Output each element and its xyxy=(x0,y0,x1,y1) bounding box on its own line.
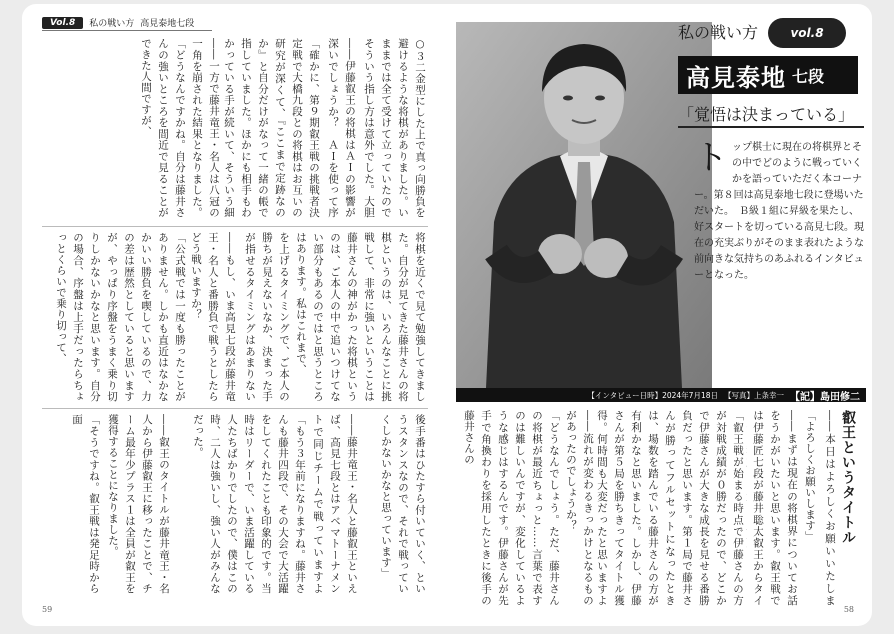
drop-cap: ト xyxy=(694,138,728,178)
photo-credit: 【写真】上条幸一 xyxy=(724,390,784,400)
title-series: 私の戦い方 xyxy=(678,23,759,42)
interview-date: 【インタビュー日時】2024年7月18日 xyxy=(587,390,718,400)
text-column: ――本日はよろしくお願いいたしま xyxy=(824,410,836,606)
portrait-illustration xyxy=(456,22,712,388)
page-number-left: 59 xyxy=(42,605,53,614)
text-column: 藤井さんの神がかった将棋というのは、ご本人の中で追いつけてない部分もあるのではと思うところはあります。私はこれまで、 xyxy=(295,232,358,402)
credit-bar xyxy=(456,388,866,402)
portrait-photo xyxy=(456,22,712,388)
text-column: ――藤井竜王・名人と藤叡王といえば、高見七段とはアベマトーナメントで同じチームで戦っていますよ xyxy=(312,414,358,594)
text-column: ――まずは現在の将棋界についてお話をうかがいたいと思います。叡王戦では伊藤匠七段が藤井聡太叡王からタイ xyxy=(752,410,798,606)
right-page xyxy=(446,4,872,626)
text-column: 「もう３年前になりますね。藤井さんも藤井四段で、その大会で大活躍をしてくれたことも印象的です。当時はリーダーで、いま活躍している人たちばかりでしたので、僕はこの時、二人は強いし、強い人がみんなだった。 xyxy=(192,414,306,594)
text-column: 将棋を近くで見て勉強してきました。自分が見てきた藤井さんの将棋というのは、いろんなことに挑戦して、非常に強いということは xyxy=(363,232,426,402)
text-column: ――流れが変わるきっかけとなるものがあったのでしょうか？ xyxy=(565,410,594,606)
text-column: ――もし、いま高見七段が藤井竜王・名人と番勝負で戦うとしたらどう戦いますか？ xyxy=(190,232,236,402)
text-column: ――叡王のタイトルが藤井竜王・名人から伊藤叡王に移ったことで、チーム最年少プラス１は全員が叡王を獲得することになりました。 xyxy=(107,414,170,594)
text-column: 「そうですね。叡王戦は発足時から面 xyxy=(71,414,100,594)
header-rule xyxy=(42,30,212,31)
lead-text: ップ棋士に現在の将棋界とその中でどのように戦っていくかを語っていただく本コーナー。第８回は高見泰地七段に登場いただいた。 Ｂ級１組に昇級を果たし、好スタートを切っている高見七段。現在の充実ぶりがそのまま表れたような前向きな気持ちのあふれるインタビューとなった。 xyxy=(694,142,864,281)
vol-badge: vol.8 xyxy=(768,18,846,48)
text-column: を上げるタイミングで、ご本人の勝ちが見えないなか、決まった手が指せるタイミングはあまりない xyxy=(244,232,290,402)
section-heading: 叡王というタイトル xyxy=(840,410,856,545)
text-column: ――伊藤叡王の将棋はＡＩの影響が深いでしょうか？ ＡＩを使って序 xyxy=(327,38,356,218)
name-banner xyxy=(678,56,858,94)
text-column: ――一方で藤井竜王・名人は八冠の一角を崩された結果となりました。 xyxy=(191,38,220,218)
writer-credit: 【記】島田修二 xyxy=(790,391,860,403)
text-column: 「どうなんでしょう。ただ、藤井さんの将棋が最近ちょっと……言葉で表すのは難しいんですが、変化しているような感じはするんです。伊藤さんが先手で角換わりを採用したときに後手の藤井さんの xyxy=(463,410,560,606)
tier-rule xyxy=(42,408,428,409)
text-column: 「公式戦では一度も勝ったことがありません。しかも直近はなかなかいい勝負を喫しているので、力の差は歴然としていると思いますが、やっぱり序盤をうまく乗り切りしかないかなと思います。自分の場合、序盤は上手だったらちょっとくらいで乗り切って、 xyxy=(55,232,186,402)
text-column: 「どうなんですかね。自分は藤井さんの強いところを間近で見ることができた人間ですが、 xyxy=(140,38,186,218)
text-column: 後手番はひたすら付いていく、というスタンスなので、それで戦っていくしかないかなと思っています」 xyxy=(380,414,426,594)
player-rank: 七段 xyxy=(792,66,825,86)
page-number-right: 58 xyxy=(843,605,854,614)
header-series: 私の戦い方 xyxy=(89,19,135,29)
text-column: ○３二金型にした上で真っ向勝負を避けるような将棋がありました。いままでは全て受けて立っていたのでそういう指し方は意外でした。大胆 xyxy=(363,38,426,218)
text-column: 「よろしくお願いします」 xyxy=(804,410,816,542)
tier-rule xyxy=(42,226,428,227)
lead-paragraph xyxy=(694,140,866,284)
tagline: 「覚悟は決まっている」 xyxy=(678,105,855,124)
running-header xyxy=(42,16,194,29)
player-name: 高見泰地 xyxy=(686,62,786,92)
header-subject: 高見泰地七段 xyxy=(140,19,195,29)
text-column: 「叡王戦が始まる時点で伊藤さんの方が対戦成績が０勝だったので、どこかで伊藤さんが大きな成長を見せる番勝負だったと思います。第１局で藤井さんが勝ってフルセットになったときは、場数を踏んでいる藤井さんの方が有利かなと思いました。しかし、伊藤さんが第５局を勝ちきってタイトル獲得。何時間も大変だったと思いますよ xyxy=(596,410,744,606)
left-page xyxy=(22,4,446,626)
text-column: 「確かに、第９期叡王戦の挑戦者決定戦で大橋九段との将棋はお互いの研究が深くて、『ここまで定跡なのか』と自分だけがなって一緒の帳で指していました。ほかにも相手もわかっている手が続いて、そういう細 xyxy=(223,38,320,218)
tagline-rule xyxy=(678,126,864,128)
vol-tag: Vol.8 xyxy=(42,17,83,29)
